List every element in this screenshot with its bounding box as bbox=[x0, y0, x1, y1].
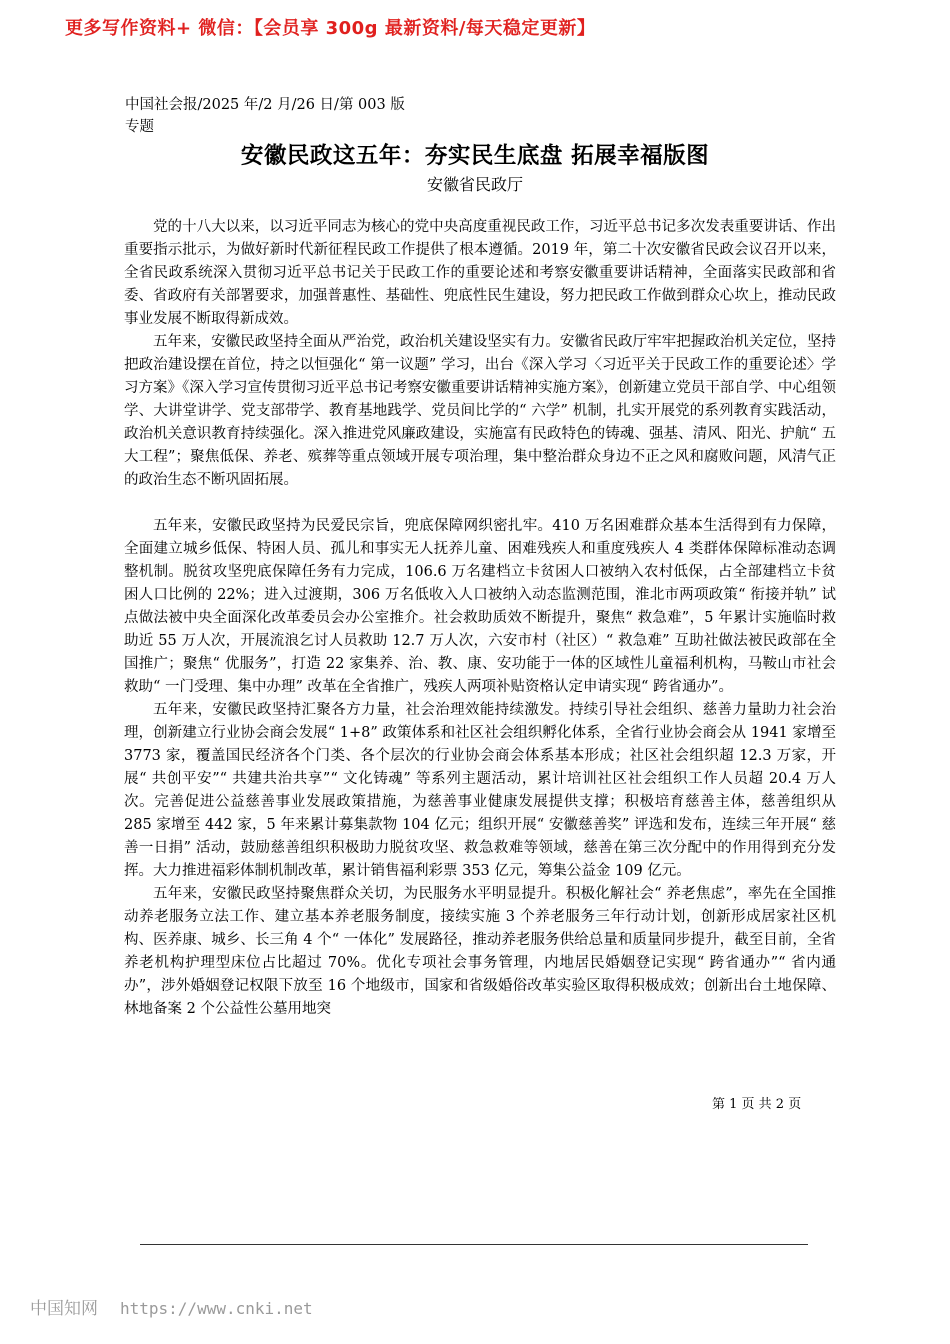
paragraph-social-governance: 五年来，安徽民政坚持汇聚各方力量，社会治理效能持续激发。持续引导社会组织、慈善力量助力社会治理，创新建立行业协会商会发展“ 1+8” 政策体系和社区社会组织孵化体系，全省行业协会商会从 1941 家增至 3773 家，覆盖国民经济各个门类、各个层次的行业协会商会体系基本形成；社区社会组织超 12.3 万家，开展“ 共创平安”“ 共建共治共享”“ 文化铸魂” 等系列主题活动，累计培训社区社会组织工作人员超 20.4 万人次。完善促进公益慈善事业发展政策措施，为慈善事业健康发展提供支撑；积极培育慈善主体，慈善组织从 285 家增至 442 家，5 年来累计募集款物 104 亿元；组织开展“ 安徽慈善奖” 评选和发布，连续三年开展“ 慈善一日捐” 活动，鼓励慈善组织积极助力脱贫攻坚、救急救难等领域，慈善在第三次分配中的作用得到充分发挥。大力推进福彩体制机制改革，累计销售福利彩票 353 亿元，筹集公益金 109 亿元。 bbox=[124, 702, 836, 879]
paragraph-party-building: 五年来，安徽民政坚持全面从严治党，政治机关建设坚实有力。安徽省民政厅牢牢把握政治机关定位，坚持把政治建设摆在首位，持之以恒强化“ 第一议题” 学习，出台《深入学习〈习近平关于民政工作的重要论述〉学习方案》《深入学习宣传贯彻习近平总书记考察安徽重要讲话精神实施方案》，创新建立党员干部自学、中心组领学、大讲堂讲学、党支部带学、教育基地践学、党员间比学的“ 六学” 机制，扎实开展党的系列教育实践活动，政治机关意识教育持续强化。深入推进党风廉政建设，实施富有民政特色的铸魂、强基、清风、阳光、护航“ 五大工程”；聚焦低保、养老、殡葬等重点领域开展专项治理，集中整治群众身边不正之风和腐败问题，风清气正的政治生态不断巩固拓展。 bbox=[124, 334, 836, 488]
paragraph-social-assistance: 五年来，安徽民政坚持为民爱民宗旨，兜底保障网织密扎牢。410 万名困难群众基本生活得到有力保障，全面建立城乡低保、特困人员、孤儿和事实无人抚养儿童、困难残疾人和重度残疾人 4 类群体保障标准动态调整机制。脱贫攻坚兜底保障任务有力完成，106.6 万名建档立卡贫困人口被纳入农村低保，占全部建档立卡贫困人口比例的 22%；进入过渡期，306 万名低收入人口被纳入动态监测范围，淮北市两项政策“ 衔接并轨” 试点做法被中央全面深化改革委员会办公室推介。社会救助质效不断提升，聚焦“ 救急难”，5 年累计实施临时救助近 55 万人次，开展流浪乞讨人员救助 12.7 万人次，六安市村（社区）“ 救急难” 互助社做法被民政部在全国推广；聚焦“ 优服务”，打造 22 家集养、治、教、康、安功能于一体的区域性儿童福利机构，马鞍山市社会救助“ 一门受理、集中办理” 改革在全省推广，残疾人两项补贴资格认定申请实现“ 跨省通办”。 bbox=[124, 518, 836, 695]
paragraph-intro: 党的十八大以来，以习近平同志为核心的党中央高度重视民政工作，习近平总书记多次发表重要讲话、作出重要指示批示，为做好新时代新征程民政工作提供了根本遵循。2019 年，第二十次安徽省民政会议召开以来，全省民政系统深入贯彻习近平总书记关于民政工作的重要论述和考察安徽重要讲话精神，全面落实民政部和省委、省政府有关部署要求，加强普惠性、基础性、兜底性民生建设，努力把民政工作做到群众心坎上，推动民政事业发展不断取得新成效。 bbox=[124, 219, 836, 327]
page-number: 第 1 页 共 2 页 bbox=[712, 1097, 802, 1112]
source-line: 中国社会报/2025 年/2 月/26 日/第 003 版专题 bbox=[125, 97, 405, 135]
article-author: 安徽省民政厅 bbox=[426, 175, 523, 194]
footer-url-link[interactable]: https://www.cnki.net bbox=[120, 1299, 313, 1318]
footer-site-name: 中国知网 bbox=[30, 1299, 98, 1319]
paragraph-public-service: 五年来，安徽民政坚持聚焦群众关切，为民服务水平明显提升。积极化解社会“ 养老焦虑”，率先在全国推动养老服务立法工作、建立基本养老服务制度，接续实施 3 个养老服务三年行动计划，创新形成居家社区机构、医养康、城乡、长三角 4 个“ 一体化” 发展路径，推动养老服务供给总量和质量同步提升，截至目前，全省养老机构护理型床位占比超过 70%。优化专项社会事务管理，内地居民婚姻登记实现“ 跨省通办”“ 省内通办”，涉外婚姻登记权限下放至 16 个地级市，国家和省级婚俗改革实验区取得积极成效；创新出台土地保障、林地备案 2 个公益性公墓用地突 bbox=[124, 886, 836, 1017]
footer bbox=[30, 1294, 313, 1319]
article-title: 安徽民政这五年：夯实民生底盘 拓展幸福版图 bbox=[240, 143, 710, 169]
footer-divider bbox=[140, 1244, 808, 1245]
promo-banner: 更多写作资料+ 微信：【会员享 300g 最新资料/每天稳定更新】 bbox=[65, 18, 596, 39]
article-body bbox=[124, 216, 836, 1021]
